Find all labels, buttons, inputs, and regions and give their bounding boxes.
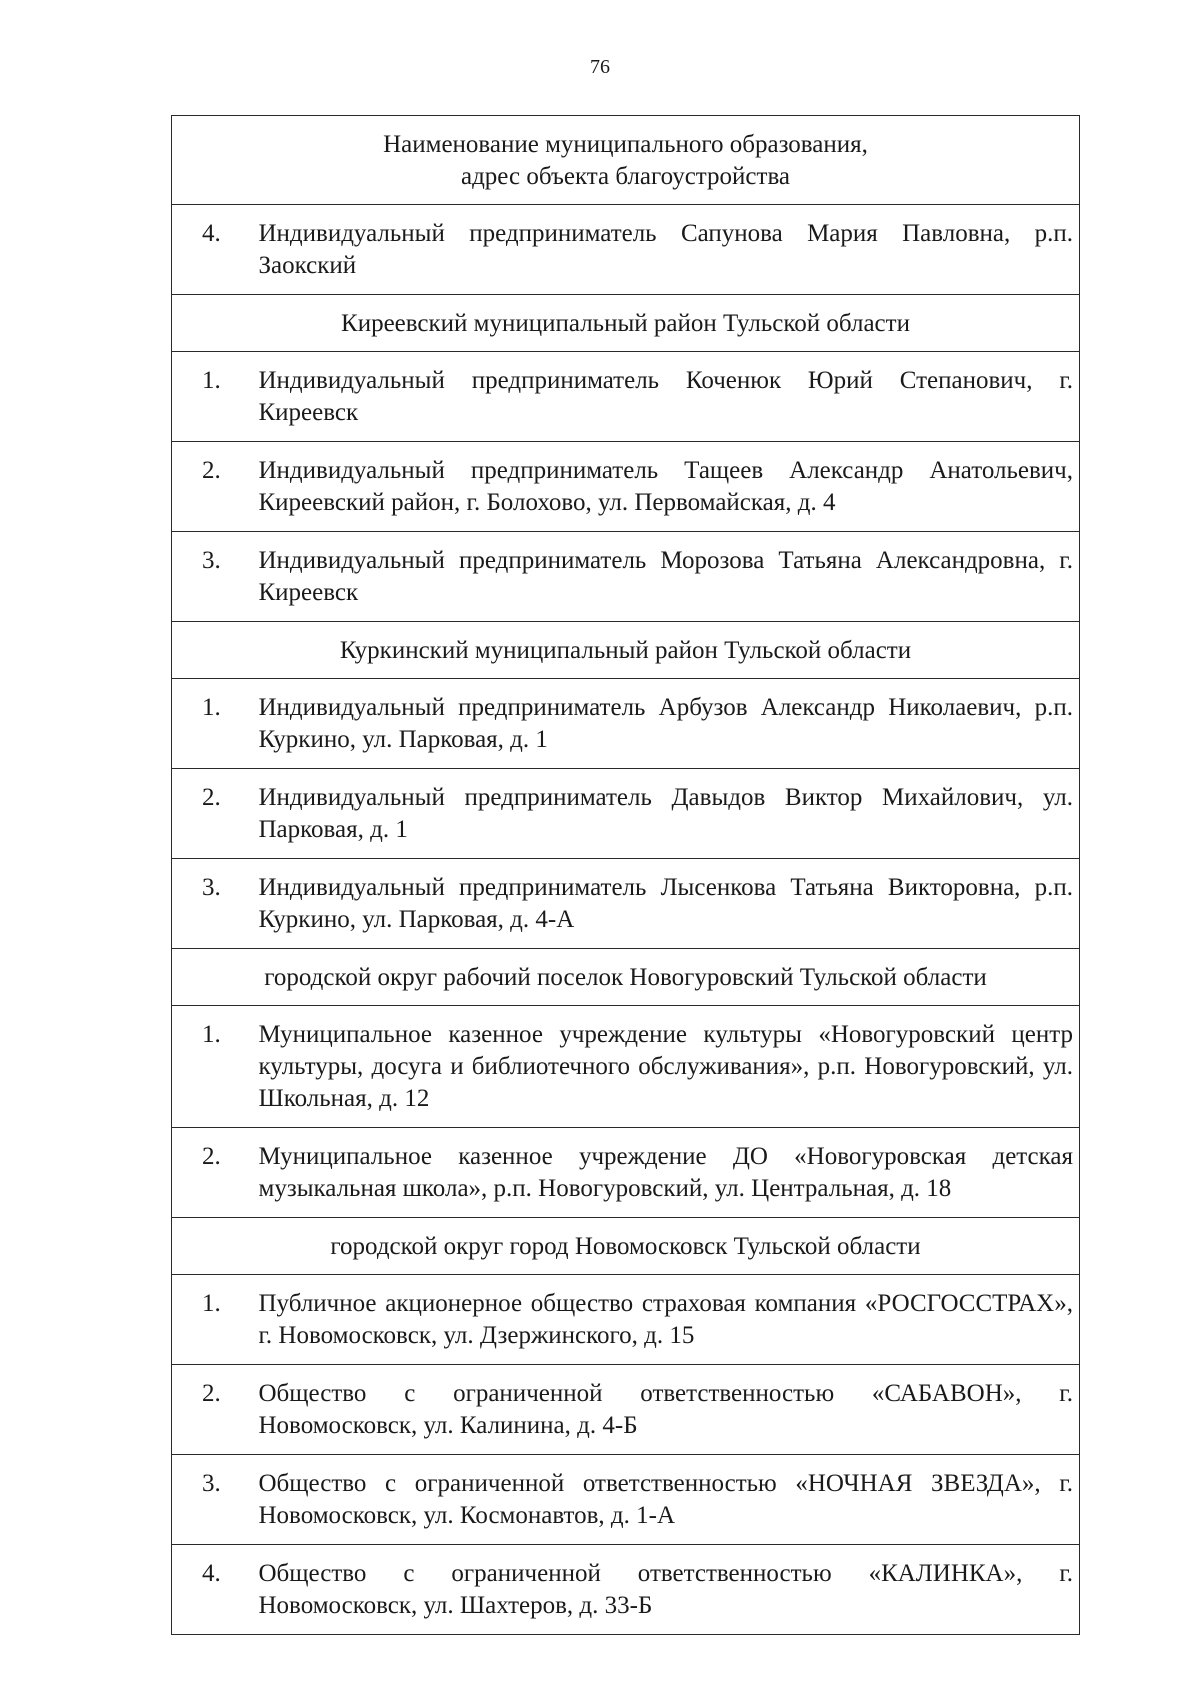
row-number: 2. — [172, 769, 259, 859]
row-number: 1. — [172, 352, 259, 442]
section-row — [172, 949, 1080, 1006]
row-number: 2. — [172, 1128, 259, 1218]
table-header-row — [172, 116, 1080, 205]
row-text: Индивидуальный предприниматель Сапунова Мария Павловна, р.п. Заокский — [259, 205, 1080, 295]
table-row — [172, 1275, 1080, 1365]
table-row — [172, 1545, 1080, 1635]
section-title: Куркинский муниципальный район Тульской области — [172, 622, 1080, 679]
table-row — [172, 679, 1080, 769]
organizations-table — [171, 115, 1080, 1635]
row-text: Индивидуальный предприниматель Лысенкова Татьяна Викторовна, р.п. Куркино, ул. Парковая, д. 4-А — [259, 859, 1080, 949]
row-text: Индивидуальный предприниматель Морозова Татьяна Александровна, г. Киреевск — [259, 532, 1080, 622]
header-line-2: адрес объекта благоустройства — [460, 163, 791, 190]
row-text: Муниципальное казенное учреждение культуры «Новогуровский центр культуры, досуга и библиотечного обслуживания», р.п. Новогуровский, ул. Школьная, д. 12 — [259, 1006, 1080, 1128]
table-row — [172, 1455, 1080, 1545]
row-text: Общество с ограниченной ответственностью «КАЛИНКА», г. Новомосковск, ул. Шахтеров, д. 33-Б — [259, 1545, 1080, 1635]
row-number: 4. — [172, 1545, 259, 1635]
table-row — [172, 859, 1080, 949]
table-row — [172, 532, 1080, 622]
table-row — [172, 1365, 1080, 1455]
row-number: 1. — [172, 1006, 259, 1128]
table-row — [172, 1128, 1080, 1218]
row-number: 3. — [172, 532, 259, 622]
section-title: Киреевский муниципальный район Тульской области — [172, 295, 1080, 352]
row-number: 3. — [172, 859, 259, 949]
table-row — [172, 205, 1080, 295]
row-number: 4. — [172, 205, 259, 295]
row-number: 1. — [172, 1275, 259, 1365]
row-text: Индивидуальный предприниматель Коченюк Юрий Степанович, г. Киреевск — [259, 352, 1080, 442]
section-title: городской округ город Новомосковск Тульской области — [172, 1218, 1080, 1275]
section-row — [172, 295, 1080, 352]
row-text: Индивидуальный предприниматель Тащеев Александр Анатольевич, Киреевский район, г. Болохово, ул. Первомайская, д. 4 — [259, 442, 1080, 532]
row-text: Индивидуальный предприниматель Арбузов Александр Николаевич, р.п. Куркино, ул. Парковая, д. 1 — [259, 679, 1080, 769]
row-number: 2. — [172, 442, 259, 532]
row-text: Общество с ограниченной ответственностью «НОЧНАЯ ЗВЕЗДА», г. Новомосковск, ул. Космонавтов, д. 1-А — [259, 1455, 1080, 1545]
page-number: 76 — [590, 56, 610, 78]
row-text: Индивидуальный предприниматель Давыдов Виктор Михайлович, ул. Парковая, д. 1 — [259, 769, 1080, 859]
row-number: 3. — [172, 1455, 259, 1545]
row-number: 1. — [172, 679, 259, 769]
table-row — [172, 442, 1080, 532]
table-row — [172, 1006, 1080, 1128]
row-text: Муниципальное казенное учреждение ДО «Новогуровская детская музыкальная школа», р.п. Новогуровский, ул. Центральная, д. 18 — [259, 1128, 1080, 1218]
table-header — [172, 116, 1080, 205]
section-row — [172, 1218, 1080, 1275]
section-title: городской округ рабочий поселок Новогуровский Тульской области — [172, 949, 1080, 1006]
header-line-1: Наименование муниципального образования, — [383, 131, 868, 158]
table-row — [172, 769, 1080, 859]
section-row — [172, 622, 1080, 679]
row-text: Публичное акционерное общество страховая компания «РОСГОССТРАХ», г. Новомосковск, ул. Дзержинского, д. 15 — [259, 1275, 1080, 1365]
row-text: Общество с ограниченной ответственностью «САБАВОН», г. Новомосковск, ул. Калинина, д. 4-Б — [259, 1365, 1080, 1455]
table-row — [172, 352, 1080, 442]
row-number: 2. — [172, 1365, 259, 1455]
